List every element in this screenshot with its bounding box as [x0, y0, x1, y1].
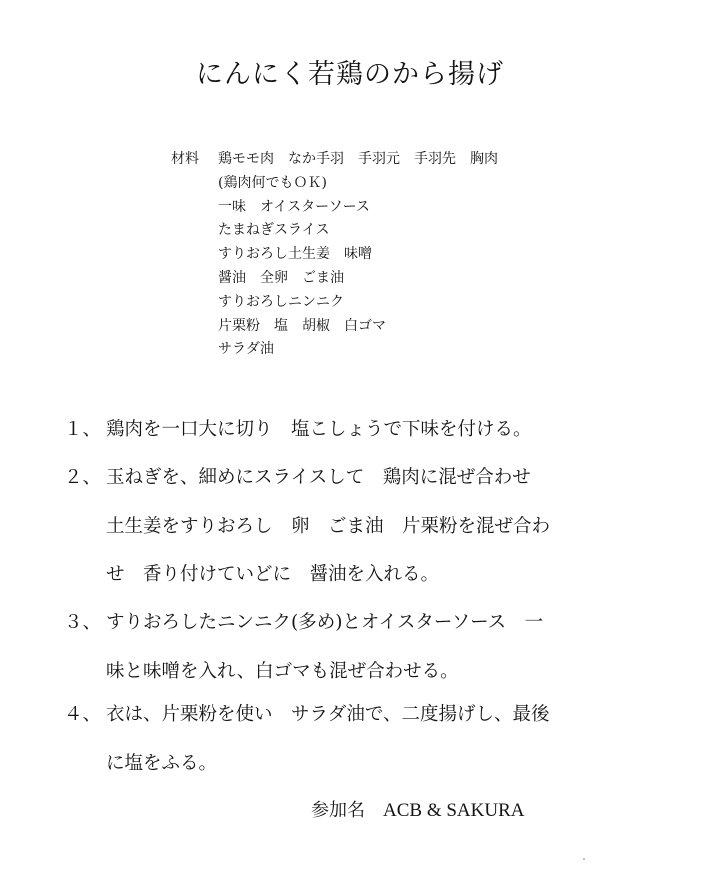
scan-speck	[583, 858, 585, 860]
ingredient-line: 一味 オイスターソース	[218, 198, 370, 215]
ingredient-line: すりおろしニンニク	[218, 293, 344, 310]
author-label: 参加名	[311, 800, 365, 821]
step-line: 土生姜をすりおろし 卵 ごま油 片栗粉を混ぜ合わ	[106, 515, 551, 537]
author-name: ACB & SAKURA	[383, 800, 525, 821]
step-line: 玉ねぎを、細めにスライスして 鶏肉に混ぜ合わせ	[106, 467, 531, 488]
step-line: 鶏肉を一口大に切り 塩こしょうで下味を付ける。	[106, 419, 532, 440]
ingredient-line: 片栗粉 塩 胡椒 白ゴマ	[218, 317, 386, 334]
ingredient-line: 醤油 全卵 ごま油	[218, 269, 344, 286]
ingredient-line: 鶏モモ肉 なか手羽 手羽元 手羽先 胸肉	[218, 151, 498, 167]
ingredient-line: サラダ油	[218, 341, 274, 358]
author-credit	[311, 796, 524, 822]
recipe-title: にんにく若鶏のから揚げ	[196, 59, 504, 90]
ingredient-line: (鶏肉何でもＯＫ)	[218, 174, 327, 191]
step-text	[106, 700, 549, 797]
step-line: 衣は、片栗粉を使い サラダ油で、二度揚げし、最後	[106, 704, 550, 725]
ingredients-label: 材料	[171, 151, 199, 167]
step-line: 味と味噌を入れ、白ゴマも混ぜ合わせる。	[106, 660, 459, 682]
ingredients-list	[218, 148, 498, 362]
step-line: すりおろしたニンニク(多め)とオイスターソース 一	[106, 612, 544, 633]
step-text	[106, 608, 543, 705]
step-text	[106, 415, 532, 464]
step-text	[106, 463, 550, 609]
ingredient-line: すりおろし土生姜 味噌	[218, 246, 372, 263]
step-number: １、	[64, 419, 102, 440]
step-line: に塩をふる。	[106, 752, 218, 774]
step-number: ２、	[64, 467, 102, 488]
step-line: せ 香り付けていどに 醤油を入れる。	[106, 564, 440, 585]
step-number: ３、	[64, 612, 102, 633]
ingredient-line: たまねぎスライス	[218, 222, 330, 239]
step-number: ４、	[64, 704, 102, 725]
